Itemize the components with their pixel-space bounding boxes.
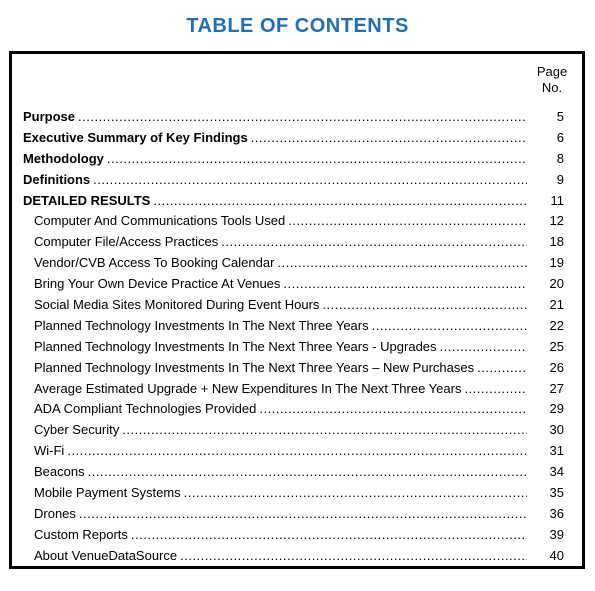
toc-entry[interactable] xyxy=(12,398,582,419)
toc-entry-label-wrap xyxy=(34,273,527,294)
toc-entry-label-wrap xyxy=(34,419,527,440)
dot-leader xyxy=(464,381,527,396)
toc-entry[interactable] xyxy=(12,294,582,315)
toc-entry-label-wrap xyxy=(34,503,527,524)
toc-entry[interactable] xyxy=(12,106,582,127)
toc-entry-title: DETAILED RESULTS xyxy=(23,192,151,208)
toc-entry-page-number: 20 xyxy=(549,276,564,292)
dot-leader xyxy=(184,485,527,500)
dot-leader xyxy=(221,234,527,249)
toc-entry-label-wrap xyxy=(23,106,527,127)
toc-entry[interactable] xyxy=(12,127,582,148)
toc-entry-label-wrap xyxy=(34,210,527,231)
toc-entry-label-wrap xyxy=(34,252,527,273)
toc-entry-page-number: 27 xyxy=(549,380,564,396)
dot-leader xyxy=(440,339,527,354)
toc-entry-title: Computer File/Access Practices xyxy=(34,234,219,250)
dot-leader xyxy=(288,213,527,228)
toc-entry-title: Methodology xyxy=(23,150,104,166)
toc-entry-label-wrap xyxy=(23,127,527,148)
toc-entry-label-wrap xyxy=(23,148,527,169)
dot-leader xyxy=(79,506,527,521)
toc-entry-title: Definitions xyxy=(23,171,91,187)
dot-leader xyxy=(251,130,527,145)
toc-entry[interactable] xyxy=(12,190,582,211)
dot-leader xyxy=(153,193,527,208)
toc-entry-page-number: 35 xyxy=(549,484,564,500)
toc-entry-page-number: 18 xyxy=(549,234,564,250)
toc-entry[interactable] xyxy=(12,524,582,545)
dot-leader xyxy=(67,443,527,458)
toc-entry-page-number: 30 xyxy=(549,422,564,438)
toc-entry-title: Beacons xyxy=(34,464,85,480)
toc-entry[interactable] xyxy=(12,482,582,503)
toc-entry-label-wrap xyxy=(34,524,527,545)
toc-entry[interactable] xyxy=(12,273,582,294)
toc-entry-title: About VenueDataSource xyxy=(34,547,178,563)
toc-entry[interactable] xyxy=(12,440,582,461)
dot-leader xyxy=(107,151,527,166)
toc-entry-page-number: 39 xyxy=(549,526,564,542)
toc-entry-title: Social Media Sites Monitored During Event Hours xyxy=(34,296,320,312)
toc-entry-title: Vendor/CVB Access To Booking Calendar xyxy=(34,255,275,271)
toc-entry-title: Executive Summary of Key Findings xyxy=(23,129,248,145)
toc-entry-label-wrap xyxy=(34,482,527,503)
toc-entry[interactable] xyxy=(12,419,582,440)
toc-entry[interactable] xyxy=(12,315,582,336)
toc-entry-title: Purpose xyxy=(23,108,76,124)
toc-entry-label-wrap xyxy=(34,294,527,315)
toc-entry-title: Planned Technology Investments In The Next Three Years - Upgrades xyxy=(34,338,437,354)
toc-entry-label-wrap xyxy=(34,461,527,482)
toc-entry-page-number: 6 xyxy=(556,129,564,145)
toc-entry-label-wrap xyxy=(34,336,527,357)
toc-entry[interactable] xyxy=(12,545,582,566)
toc-entry-label-wrap xyxy=(34,315,527,336)
toc-entry-page-number: 25 xyxy=(549,338,564,354)
toc-entry[interactable] xyxy=(12,231,582,252)
toc-box xyxy=(9,51,585,569)
toc-entry-title: Bring Your Own Device Practice At Venues xyxy=(34,276,281,292)
toc-entry-page-number: 22 xyxy=(549,317,564,333)
dot-leader xyxy=(372,318,527,333)
toc-entry[interactable] xyxy=(12,461,582,482)
toc-entry-label-wrap xyxy=(34,440,527,461)
toc-entry-title: ADA Compliant Technologies Provided xyxy=(34,401,257,417)
toc-entry-title: Planned Technology Investments In The Next Three Years – New Purchases xyxy=(34,359,475,375)
toc-entry-page-number: 5 xyxy=(556,108,564,124)
dot-leader xyxy=(477,360,527,375)
toc-entry[interactable] xyxy=(12,357,582,378)
dot-leader xyxy=(122,422,527,437)
page-number-header xyxy=(530,64,574,96)
toc-entry-title: Planned Technology Investments In The Next Three Years xyxy=(34,317,369,333)
toc-entry-label-wrap xyxy=(34,398,527,419)
toc-entry-page-number: 31 xyxy=(549,443,564,459)
toc-entry-title: Average Estimated Upgrade + New Expenditures In The Next Three Years xyxy=(34,380,462,396)
toc-entry-page-number: 8 xyxy=(556,150,564,166)
dot-leader xyxy=(131,527,527,542)
toc-entry-title: Drones xyxy=(34,505,76,521)
dot-leader xyxy=(180,548,527,563)
toc-entry-label-wrap xyxy=(34,545,527,566)
toc-entry-page-number: 12 xyxy=(549,213,564,229)
toc-entry[interactable] xyxy=(12,210,582,231)
dot-leader xyxy=(277,255,527,270)
dot-leader xyxy=(88,464,527,479)
dot-leader xyxy=(78,109,527,124)
toc-entry-title: Mobile Payment Systems xyxy=(34,484,181,500)
dot-leader xyxy=(259,401,527,416)
page-header-line2: No. xyxy=(541,80,563,95)
toc-entry-page-number: 26 xyxy=(549,359,564,375)
toc-entry-page-number: 19 xyxy=(549,255,564,271)
toc-entry-label-wrap xyxy=(23,190,527,211)
toc-entry[interactable] xyxy=(12,378,582,399)
toc-entry[interactable] xyxy=(12,252,582,273)
toc-entry[interactable] xyxy=(12,169,582,190)
toc-entry-title: Custom Reports xyxy=(34,526,128,542)
toc-entry-page-number: 34 xyxy=(549,464,564,480)
dot-leader xyxy=(93,172,527,187)
toc-entry-page-number: 21 xyxy=(549,296,564,312)
page-header-line1: Page xyxy=(536,64,568,79)
toc-entry-label-wrap xyxy=(34,378,527,399)
toc-list xyxy=(12,106,582,566)
toc-entry-page-number: 11 xyxy=(550,192,564,208)
toc-entry-page-number: 36 xyxy=(549,505,564,521)
toc-entry[interactable] xyxy=(12,336,582,357)
toc-entry-title: Computer And Communications Tools Used xyxy=(34,213,286,229)
toc-entry-page-number: 29 xyxy=(549,401,564,417)
toc-entry-label-wrap xyxy=(23,169,527,190)
dot-leader xyxy=(283,276,527,291)
dot-leader xyxy=(322,297,527,312)
toc-entry-label-wrap xyxy=(34,357,527,378)
toc-entry[interactable] xyxy=(12,503,582,524)
toc-entry-page-number: 40 xyxy=(549,547,564,563)
toc-entry-title: Cyber Security xyxy=(34,422,120,438)
toc-entry-title: Wi-Fi xyxy=(34,443,65,459)
toc-entry-label-wrap xyxy=(34,231,527,252)
toc-entry[interactable] xyxy=(12,148,582,169)
toc-entry-page-number: 9 xyxy=(556,171,564,187)
document-title: TABLE OF CONTENTS xyxy=(186,15,409,37)
